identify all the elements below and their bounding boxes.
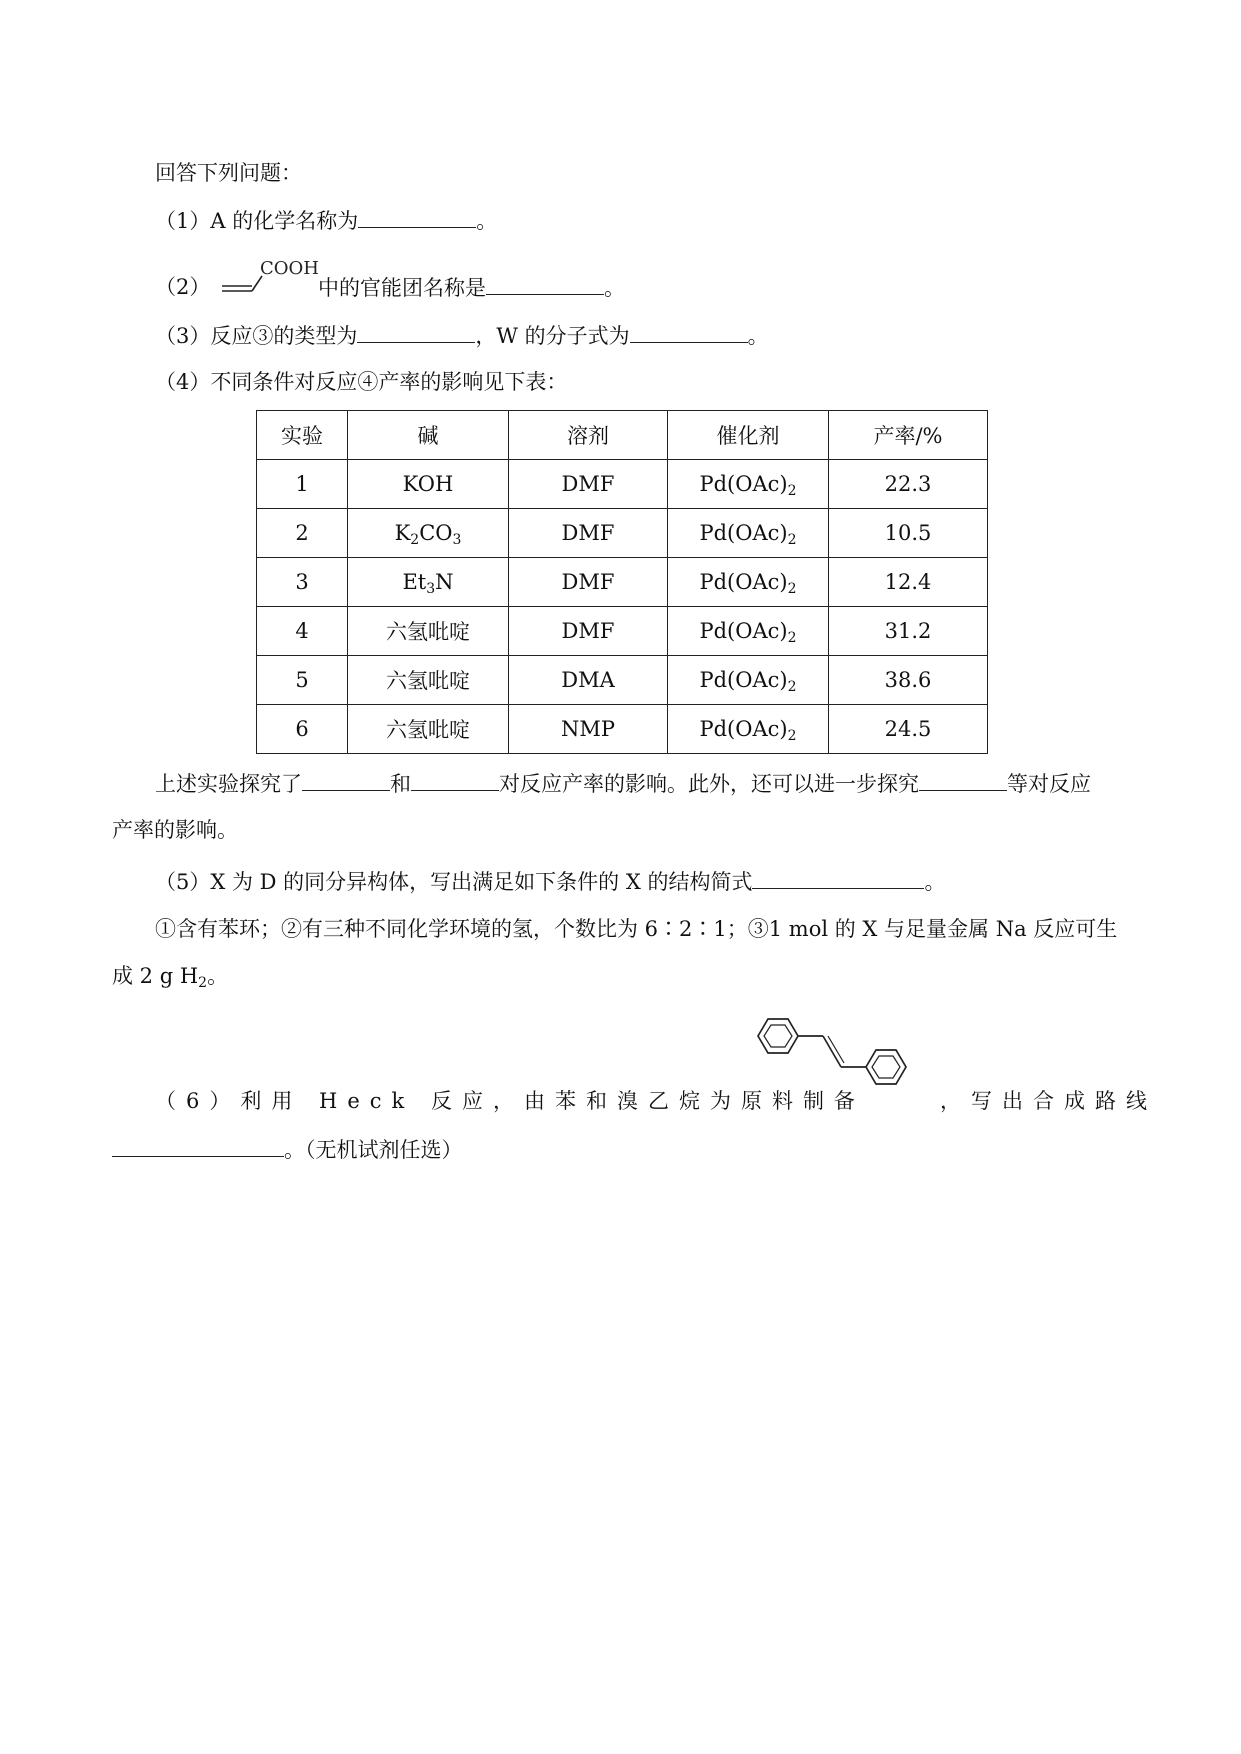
question-6-mid — [940, 1086, 1157, 1116]
table-row — [257, 705, 988, 754]
base-cell: KOH — [348, 460, 509, 509]
question-2 — [155, 272, 210, 302]
question-3-end: 。 — [747, 324, 769, 348]
table-row — [257, 656, 988, 705]
header-cell: 碱 — [348, 411, 509, 460]
base-cell: 六氢吡啶 — [348, 656, 509, 705]
catalyst-cell: $Pd(OAc)_2$ — [668, 509, 829, 558]
yield-cell: 22.3 — [829, 460, 988, 509]
header-cell: 溶剂 — [509, 411, 668, 460]
question-1-text: （1）A 的化学名称为 — [155, 209, 359, 233]
answer-blank-3a[interactable] — [357, 320, 475, 343]
yield-cell: 38.6 — [829, 656, 988, 705]
question-1-end: 。 — [476, 209, 498, 233]
followup-text-c: 对反应产率的影响。此外，还可以进一步探究 — [499, 772, 919, 796]
solvent-cell: NMP — [509, 705, 668, 754]
catalyst-cell: $Pd(OAc)_2$ — [668, 656, 829, 705]
question-4-followup-2: 产率的影响。 — [112, 818, 238, 842]
followup-text-b: 和 — [390, 772, 411, 796]
question-2-end: 。 — [604, 276, 625, 300]
base-cell: $K_2CO_3$ — [348, 509, 509, 558]
question-3-mid: ，W 的分子式为 — [475, 324, 630, 348]
experiment-id: 3 — [257, 558, 348, 607]
cooh-label: COOH — [260, 258, 319, 279]
yield-cell: 24.5 — [829, 705, 988, 754]
answer-blank-4b[interactable] — [411, 768, 499, 791]
catalyst-cell: $Pd(OAc)_2$ — [668, 460, 829, 509]
experiment-id: 5 — [257, 656, 348, 705]
solvent-cell: DMA — [509, 656, 668, 705]
question-3 — [155, 320, 769, 351]
yield-cell: 31.2 — [829, 607, 988, 656]
base-cell: 六氢吡啶 — [348, 607, 509, 656]
question-6-end: 。（无机试剂任选） — [284, 1138, 463, 1162]
question-4-followup — [155, 768, 1091, 799]
question-5 — [155, 866, 945, 897]
followup-text-d: 等对反应 — [1007, 772, 1091, 796]
question-4: （4）不同条件对反应④产率的影响见下表： — [155, 370, 568, 394]
question-5-text: （5）X 为 D 的同分异构体，写出满足如下条件的 X 的结构简式 — [155, 870, 753, 894]
table-row — [257, 558, 988, 607]
answer-blank-3b[interactable] — [630, 320, 748, 343]
question-6-text: （6）利用 Heck 反应，由苯和溴乙烷为原料制备 — [155, 1089, 865, 1113]
followup-text-a: 上述实验探究了 — [155, 772, 302, 796]
header-cell: 实验 — [257, 411, 348, 460]
answer-blank-1[interactable] — [358, 205, 476, 228]
header-cell: 催化剂 — [668, 411, 829, 460]
question-5-conditions-2: 成 2 g $H_2$。 — [112, 964, 229, 991]
answer-blank-6[interactable] — [112, 1134, 284, 1157]
solvent-cell: DMF — [509, 607, 668, 656]
conditions-table — [256, 410, 988, 754]
solvent-cell: DMF — [509, 558, 668, 607]
question-6-end-line — [112, 1134, 463, 1165]
table-row — [257, 460, 988, 509]
solvent-cell: DMF — [509, 460, 668, 509]
solvent-cell: DMF — [509, 509, 668, 558]
catalyst-cell: $Pd(OAc)_2$ — [668, 705, 829, 754]
experiment-id: 4 — [257, 607, 348, 656]
base-cell: 六氢吡啶 — [348, 705, 509, 754]
experiment-id: 1 — [257, 460, 348, 509]
question-2-text: 中的官能团名称是 — [318, 276, 486, 300]
header-cell: 产率/% — [829, 411, 988, 460]
answer-blank-2[interactable] — [486, 272, 604, 295]
question-5-end: 。 — [924, 870, 946, 894]
table-row — [257, 607, 988, 656]
base-cell: $Et_3N$ — [348, 558, 509, 607]
question-2-label: （2） — [155, 275, 211, 299]
question-1 — [155, 205, 497, 236]
experiment-id: 6 — [257, 705, 348, 754]
answer-blank-4a[interactable] — [302, 768, 390, 791]
experiment-id: 2 — [257, 509, 348, 558]
answer-blank-4c[interactable] — [919, 768, 1007, 791]
yield-cell: 12.4 — [829, 558, 988, 607]
question-6-mid-text: ，写出合成路线 — [940, 1089, 1157, 1113]
yield-cell: 10.5 — [829, 509, 988, 558]
catalyst-cell: $Pd(OAc)_2$ — [668, 558, 829, 607]
acrylic-acid-structure — [210, 252, 320, 300]
table-row — [257, 509, 988, 558]
table-header-row — [257, 411, 988, 460]
stilbene-structure — [738, 1005, 938, 1115]
catalyst-cell: $Pd(OAc)_2$ — [668, 607, 829, 656]
intro-text: 回答下列问题： — [155, 161, 302, 185]
answer-blank-5[interactable] — [752, 866, 924, 889]
question-5-conditions: ①含有苯环；②有三种不同化学环境的氢，个数比为 6∶2∶1；③1 mol 的 X 与足量金属 Na 反应可生 — [155, 917, 1118, 941]
question-2-rest — [318, 272, 625, 303]
question-3-text: （3）反应③的类型为 — [155, 324, 358, 348]
